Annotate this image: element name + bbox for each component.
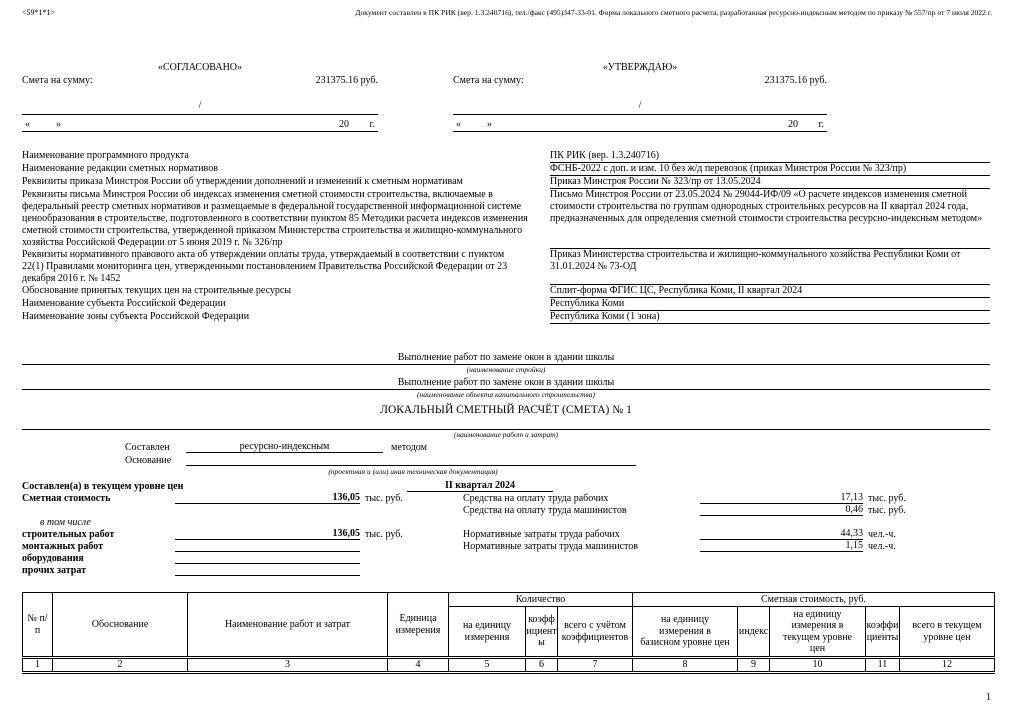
labor-label: Нормативные затраты труда рабочих: [463, 529, 620, 540]
approved-sum-label: Смета на сумму:: [453, 75, 524, 86]
info-row-value: Республика Коми (1 зона): [550, 311, 990, 324]
method-row: [22, 440, 427, 453]
software-note: Документ составлен в ПК РИК (вер. 1.3.240716), тел./факс (495)347-33-01. Форма локального сметного расчета, разработанная ресурсно-индексным методом по приказу № 557/пр от 7 июля 2022 г.: [355, 8, 992, 17]
table-group-header-row: [23, 593, 995, 607]
cost-item-unit: тыс. руб.: [365, 529, 403, 540]
col-header-basis: Обоснование: [53, 593, 188, 658]
labor-value: 44,33: [700, 528, 863, 540]
info-row-label: Наименование субъекта Российской Федерации: [22, 297, 226, 309]
equipment-row: [22, 552, 990, 564]
col-number: 8: [633, 658, 738, 673]
info-row-label: Наименование программного продукта: [22, 150, 189, 161]
info-row-label: Реквизиты приказа Минстроя России об утверждении дополнений и изменений к сметным нормативам: [22, 175, 463, 187]
info-row-value: ПК РИК (вер. 1.3.240716): [550, 150, 990, 163]
total-cost-row: [22, 492, 990, 504]
col-number: 12: [900, 658, 995, 673]
agreed-date-line: [22, 115, 378, 132]
info-row-value: ФСНБ-2022 с доп. и изм. 10 без ж/д перевозок (приказ Минстроя России № 323/пр): [550, 163, 990, 176]
including-label: в том числе: [40, 517, 91, 528]
col-number: 3: [188, 658, 388, 673]
info-row-label: Реквизиты нормативного правового акта об утверждении оплаты труда, утверждаемый в соответствии с пунктом 22(1) Правилами мониторинга цен, утвержденными постановлением Правительства Российской Федерации от 23 декабря 2016 г. № 1452: [22, 248, 508, 284]
financial-summary: [22, 480, 990, 576]
col-number: 10: [770, 658, 866, 673]
cost-item-label: строительных работ: [22, 529, 115, 540]
col-header-total-current: всего в текущем уровне цен: [900, 607, 995, 658]
installation-works-row: [22, 540, 990, 552]
including-row: [22, 516, 990, 528]
total-cost-value: 136,05: [175, 492, 360, 504]
cost-item-value: [175, 551, 360, 552]
page-number: 1: [986, 692, 991, 703]
object-name-caption: (наименование объекта капитального строительства): [417, 390, 595, 399]
col-number: 7: [558, 658, 633, 673]
labor-value: 0,46: [700, 504, 863, 516]
agreed-signature-line: /: [22, 100, 378, 115]
labor-label: Нормативные затраты труда машинистов: [463, 541, 638, 552]
info-row-value: Приказ Минстроя России № 323/пр от 13.05.2024: [550, 176, 990, 189]
col-header-coefficients: коэффициенты: [526, 607, 558, 658]
labor-value: 17,13: [700, 492, 863, 504]
cost-item-label: монтажных работ: [22, 541, 104, 552]
year-suffix: г.: [369, 119, 375, 130]
info-row: [22, 249, 990, 285]
object-name: Выполнение работ по замене окон в здании школы: [22, 377, 990, 390]
approval-block-approved: [453, 62, 827, 132]
info-row-value: Приказ Министерства строительства и жилищно-коммунального хозяйства Республики Коми от 31.01.2024 № 73-ОД: [550, 249, 990, 285]
estimate-items-table: [22, 592, 995, 674]
col-header-coefficients: коэффициенты: [866, 607, 900, 658]
document-header: [22, 8, 992, 17]
cost-item-label: прочих затрат: [22, 565, 86, 576]
construction-works-row: [22, 528, 990, 540]
col-number: 4: [388, 658, 449, 673]
basis-row: [22, 453, 636, 466]
info-row: [22, 285, 990, 298]
works-underline: [22, 418, 990, 430]
info-row-value: Республика Коми: [550, 298, 990, 311]
method-suffix: методом: [391, 442, 427, 453]
price-level-label: Составлен(а) в текущем уровне цен: [22, 481, 184, 492]
col-header-per-unit: на единицу измерения: [449, 607, 526, 658]
quote-open: «: [25, 119, 30, 130]
page-marker: <59*1*1>: [22, 8, 56, 17]
approval-block-agreed: [22, 62, 378, 132]
labor-value: 1,15: [700, 540, 863, 552]
agreed-sum-value: 231375.16 руб.: [315, 75, 378, 86]
price-level-value: II квартал 2024: [407, 480, 553, 492]
year-prefix: 20: [339, 119, 349, 130]
info-row-label: Реквизиты письма Минстроя России об индексах изменения сметной стоимости строительства, включаемые в федеральный реестр сметных нормативов и размещаемые в федеральной государственной информационной системе ценообразования в строительстве, подготовленного в соответствии пунктом 85 Методики расчета индексов изменения сметной стоимости строительства, утвержденной приказом Министерства строительства и жилищно-коммунального хозяйства Российской Федерации от 5 июня 2019 г. № 326/пр: [22, 188, 528, 248]
cost-item-label: оборудования: [22, 553, 84, 564]
cost-item-value: [175, 563, 360, 564]
total-cost-label: Сметная стоимость: [22, 493, 111, 504]
info-row: [22, 298, 990, 311]
col-number: 5: [449, 658, 526, 673]
col-header-index: индекс: [738, 607, 770, 658]
col-number: 9: [738, 658, 770, 673]
info-row-label: Наименование зоны субъекта Российской Федерации: [22, 310, 250, 322]
col-header-number: № п/п: [23, 593, 53, 658]
col-header-unit: Единица измерения: [388, 593, 449, 658]
construction-name-caption: (наименование стройки): [466, 365, 546, 374]
info-row: [22, 189, 990, 249]
labor-label: Средства на оплату труда рабочих: [463, 493, 609, 504]
works-caption: (наименование работ и затрат): [453, 430, 559, 439]
col-number: 11: [866, 658, 900, 673]
estimate-title: ЛОКАЛЬНЫЙ СМЕТНЫЙ РАСЧЁТ (СМЕТА) № 1: [380, 404, 632, 416]
basis-label: Основание: [125, 455, 172, 466]
cost-item-value: [175, 575, 360, 576]
quote-close: »: [487, 119, 492, 130]
construction-name: Выполнение работ по замене окон в здании школы: [22, 352, 990, 365]
info-row-value: Сплит-форма ФГИС ЦС, Республика Коми, II квартал 2024: [550, 285, 990, 298]
col-number: 2: [53, 658, 188, 673]
object-section: [22, 352, 990, 440]
info-row-label: Наименование редакции сметных нормативов: [22, 162, 218, 174]
method-label: Составлен: [125, 442, 170, 453]
col-header-base-price: на единицу измерения в базисном уровне цен: [633, 607, 738, 658]
document-info-table: [22, 150, 990, 324]
basis-caption: (проектная и (или) иная техническая документация): [328, 467, 498, 476]
labor-unit: тыс. руб.: [868, 505, 906, 516]
price-level-row: [22, 480, 990, 492]
year-prefix: 20: [788, 119, 798, 130]
labor-unit: чел.-ч.: [868, 529, 896, 540]
method-value: ресурсно-индексным: [186, 441, 383, 453]
total-cost-unit: тыс. руб.: [365, 493, 403, 504]
labor-unit: тыс. руб.: [868, 493, 906, 504]
approved-sum-value: 231375.16 руб.: [764, 75, 827, 86]
quote-close: »: [56, 119, 61, 130]
agreed-title: «СОГЛАСОВАНО»: [157, 62, 243, 73]
group-header-quantity: Количество: [449, 593, 633, 607]
col-number: 6: [526, 658, 558, 673]
info-row: [22, 311, 990, 324]
info-row-value: Письмо Минстроя России от 23.05.2024 № 29044-ИФ/09 «О расчете индексов изменения сметной стоимости строительства по группам однородных строительных ресурсов на II квартал 2024 года, предназначенных для определения сметной стоимости строительства ресурсно-индексным методом»: [550, 189, 990, 249]
cost-item-value: 136,05: [175, 528, 360, 540]
quote-open: «: [456, 119, 461, 130]
info-row: [22, 163, 990, 176]
col-number: 1: [23, 658, 53, 673]
agreed-sum-label: Смета на сумму:: [22, 75, 93, 86]
machinist-pay-row: [22, 504, 990, 516]
info-row-label: Обоснование принятых текущих цен на строительные ресурсы: [22, 284, 292, 296]
approved-title: «УТВЕРЖДАЮ»: [602, 62, 678, 73]
basis-blank-line: [186, 465, 636, 466]
info-row: [22, 150, 990, 163]
group-header-cost: Сметная стоимость, руб.: [633, 593, 995, 607]
other-costs-row: [22, 564, 990, 576]
col-header-current-price: на единицу измерения в текущем уровне цен: [770, 607, 866, 658]
labor-label: Средства на оплату труда машинистов: [463, 505, 627, 516]
approved-signature-line: /: [453, 100, 827, 115]
info-row: [22, 176, 990, 189]
labor-unit: чел.-ч.: [868, 541, 896, 552]
approved-date-line: [453, 115, 827, 132]
year-suffix: г.: [818, 119, 824, 130]
col-header-name: Наименование работ и затрат: [188, 593, 388, 658]
col-header-total-with-coeff: всего с учётом коэффициентов: [558, 607, 633, 658]
table-column-numbers-row: [23, 658, 995, 673]
